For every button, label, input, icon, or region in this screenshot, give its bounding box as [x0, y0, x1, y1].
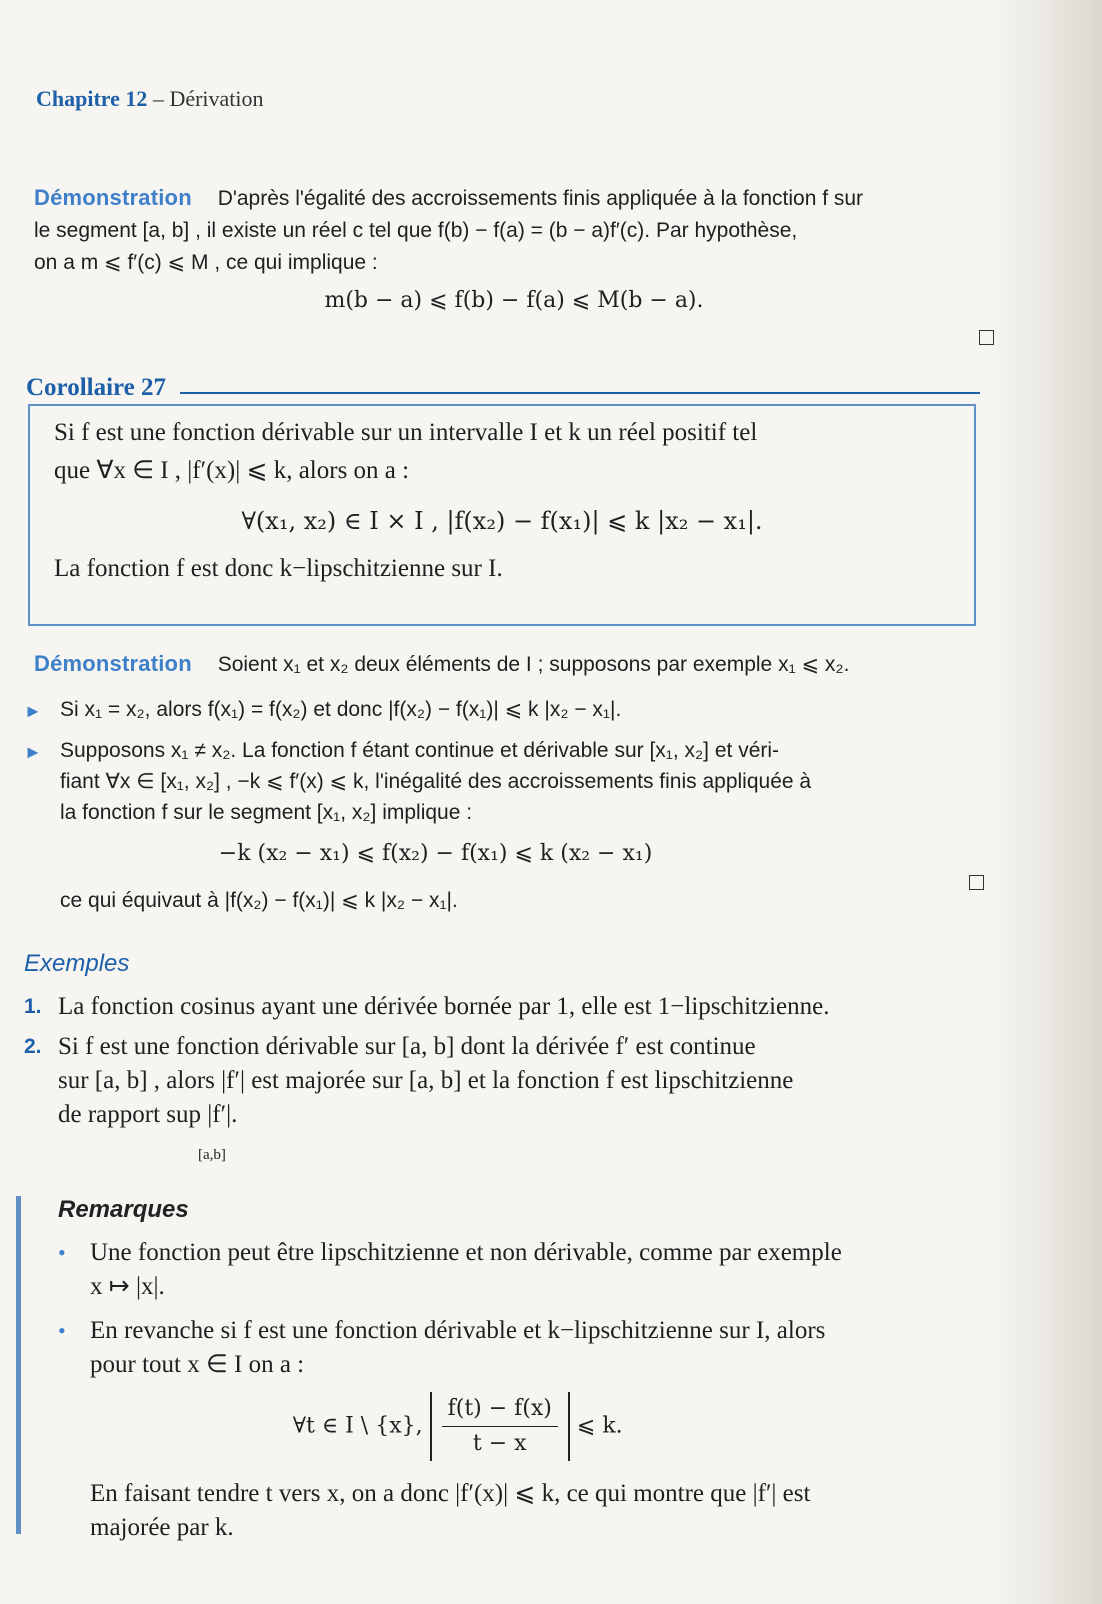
example-number: 2. [24, 1035, 42, 1058]
remark-1 [90, 1236, 842, 1304]
corollary-rule [180, 392, 980, 394]
remarks-list [58, 1236, 974, 1545]
remarks-sidebar-rule [16, 1196, 21, 1534]
list-item [24, 990, 974, 1024]
list-item [58, 1236, 974, 1304]
demo2-case2-line1: Supposons x₁ ≠ x₂. La fonction f étant continue et dérivable sur [x₁, x₂] et véri- [60, 739, 780, 762]
qed-square-icon [979, 330, 994, 345]
demo1-line1 [34, 182, 994, 215]
bullet-dot-icon: • [58, 1318, 66, 1343]
abs-fraction [430, 1392, 570, 1461]
example-number: 1. [24, 995, 42, 1018]
remark-conclusion-line1: En faisant tendre t vers x, on a donc |f′(x)| ⩽ k, ce qui montre que |f′| est [90, 1480, 811, 1507]
example-2-line3 [58, 1098, 793, 1132]
remark-conclusion [58, 1477, 974, 1545]
demo2-conclusion: ce qui équivaut à |f(x₂) − f(x₁)| ⩽ k |x₂ − x₁|. [60, 889, 458, 912]
fraction [442, 1392, 558, 1461]
demonstration-2 [34, 648, 994, 681]
corollary-line2: que ∀x ∈ I , |f′(x)| ⩽ k, alors on a : [54, 457, 410, 484]
example-1-text: La fonction cosinus ayant une dérivée bornée par 1, elle est 1−lipschitzienne. [58, 993, 830, 1020]
list-item [24, 694, 984, 727]
remark-2-line2: pour tout x ∈ I on a : [90, 1351, 305, 1378]
example-2-line3-text: de rapport sup |f′|. [58, 1101, 238, 1128]
demo1-formula: m(b − a) ⩽ f(b) − f(a) ⩽ M(b − a). [324, 288, 704, 313]
demo2-label: Démonstration [34, 651, 192, 676]
remark-1-line1: Une fonction peut être lipschitzienne et non dérivable, comme par exemple [90, 1239, 842, 1266]
examples-list [24, 990, 974, 1169]
header-dash: – [152, 86, 164, 111]
corollary-box [28, 404, 976, 626]
bullet-dot-icon: • [58, 1240, 66, 1265]
corollary-line3: La fonction f est donc k−lipschitzienne sur I. [54, 555, 503, 582]
remarks-title: Remarques [58, 1196, 189, 1223]
demo2-case2-line2: fiant ∀x ∈ [x₁, x₂] , −k ⩽ f′(x) ⩽ k, l'inégalité des accroissements finis appliquée à [60, 770, 812, 793]
example-2-line2: sur [a, b] , alors |f′| est majorée sur [a, b] et la fonction f est lipschitzienne [58, 1067, 794, 1094]
example-2-text [58, 1030, 793, 1163]
corollary-title: Corollaire 27 [26, 374, 167, 401]
formula-suffix: ⩽ k. [576, 1413, 623, 1439]
examples-title: Exemples [24, 950, 130, 977]
corollary-heading [26, 374, 980, 402]
demo2-intro: Soient x₁ et x₂ deux éléments de I ; supposons par exemple x₁ ⩽ x₂. [217, 653, 850, 676]
fraction-numerator: f(t) − f(x) [442, 1392, 558, 1427]
demo1-label: Démonstration [34, 185, 192, 210]
sup-subscript: [a,b] [198, 1147, 226, 1163]
qed-row-1 [34, 323, 994, 355]
remark-2-line1: En revanche si f est une fonction dérivable et k−lipschitzienne sur I, alors [90, 1317, 826, 1344]
arrow-bullet-icon: ► [24, 742, 42, 762]
remark-1-line2: x ↦ |x|. [90, 1273, 165, 1300]
arrow-bullet-icon: ► [24, 701, 42, 721]
demo2-case-2 [60, 735, 811, 877]
remark-2 [90, 1314, 825, 1467]
chapter-header [36, 86, 264, 112]
chapter-number: Chapitre 12 [36, 86, 148, 111]
demo1-line3: on a m ⩽ f′(c) ⩽ M , ce qui implique : [34, 251, 378, 274]
example-2-line1: Si f est une fonction dérivable sur [a, b] dont la dérivée f′ est continue [58, 1033, 756, 1060]
demonstration-1 [34, 182, 994, 355]
remark-2-formula [90, 1392, 825, 1461]
fraction-denominator: t − x [472, 1431, 527, 1456]
demo2-formula: −k (x₂ − x₁) ⩽ f(x₂) − f(x₁) ⩽ k (x₂ − x₁) [218, 841, 653, 866]
chapter-title: Dérivation [169, 86, 264, 111]
list-item [24, 735, 984, 877]
formula-prefix: ∀t ∈ I \ {x}, [292, 1413, 423, 1439]
list-item [58, 1314, 974, 1467]
qed-square-icon [969, 875, 984, 890]
demo1-text-1: D'après l'égalité des accroissements finis appliquée à la fonction f sur [217, 187, 864, 210]
corollary-line1: Si f est une fonction dérivable sur un intervalle I et k un réel positif tel [54, 419, 758, 446]
sup-subscript-row [58, 1132, 793, 1163]
list-item [24, 1030, 974, 1163]
remark-conclusion-line2: majorée par k. [90, 1514, 234, 1541]
demo2-conclusion-row [24, 885, 984, 916]
demo2-case-1: Si x₁ = x₂, alors f(x₁) = f(x₂) et donc |f(x₂) − f(x₁)| ⩽ k |x₂ − x₁|. [60, 698, 622, 721]
corollary-formula: ∀(x₁, x₂) ∈ I × I , |f(x₂) − f(x₁)| ⩽ k |x₂ − x₁|. [241, 507, 763, 535]
demo1-line2: le segment [a, b] , il existe un réel c tel que f(b) − f(a) = (b − a)f′(c). Par hypothèse, [34, 219, 798, 242]
page-edge-shadow [992, 0, 1102, 1604]
demo2-cases [24, 694, 984, 916]
demo2-case2-line3: la fonction f sur le segment [x₁, x₂] implique : [60, 801, 473, 824]
